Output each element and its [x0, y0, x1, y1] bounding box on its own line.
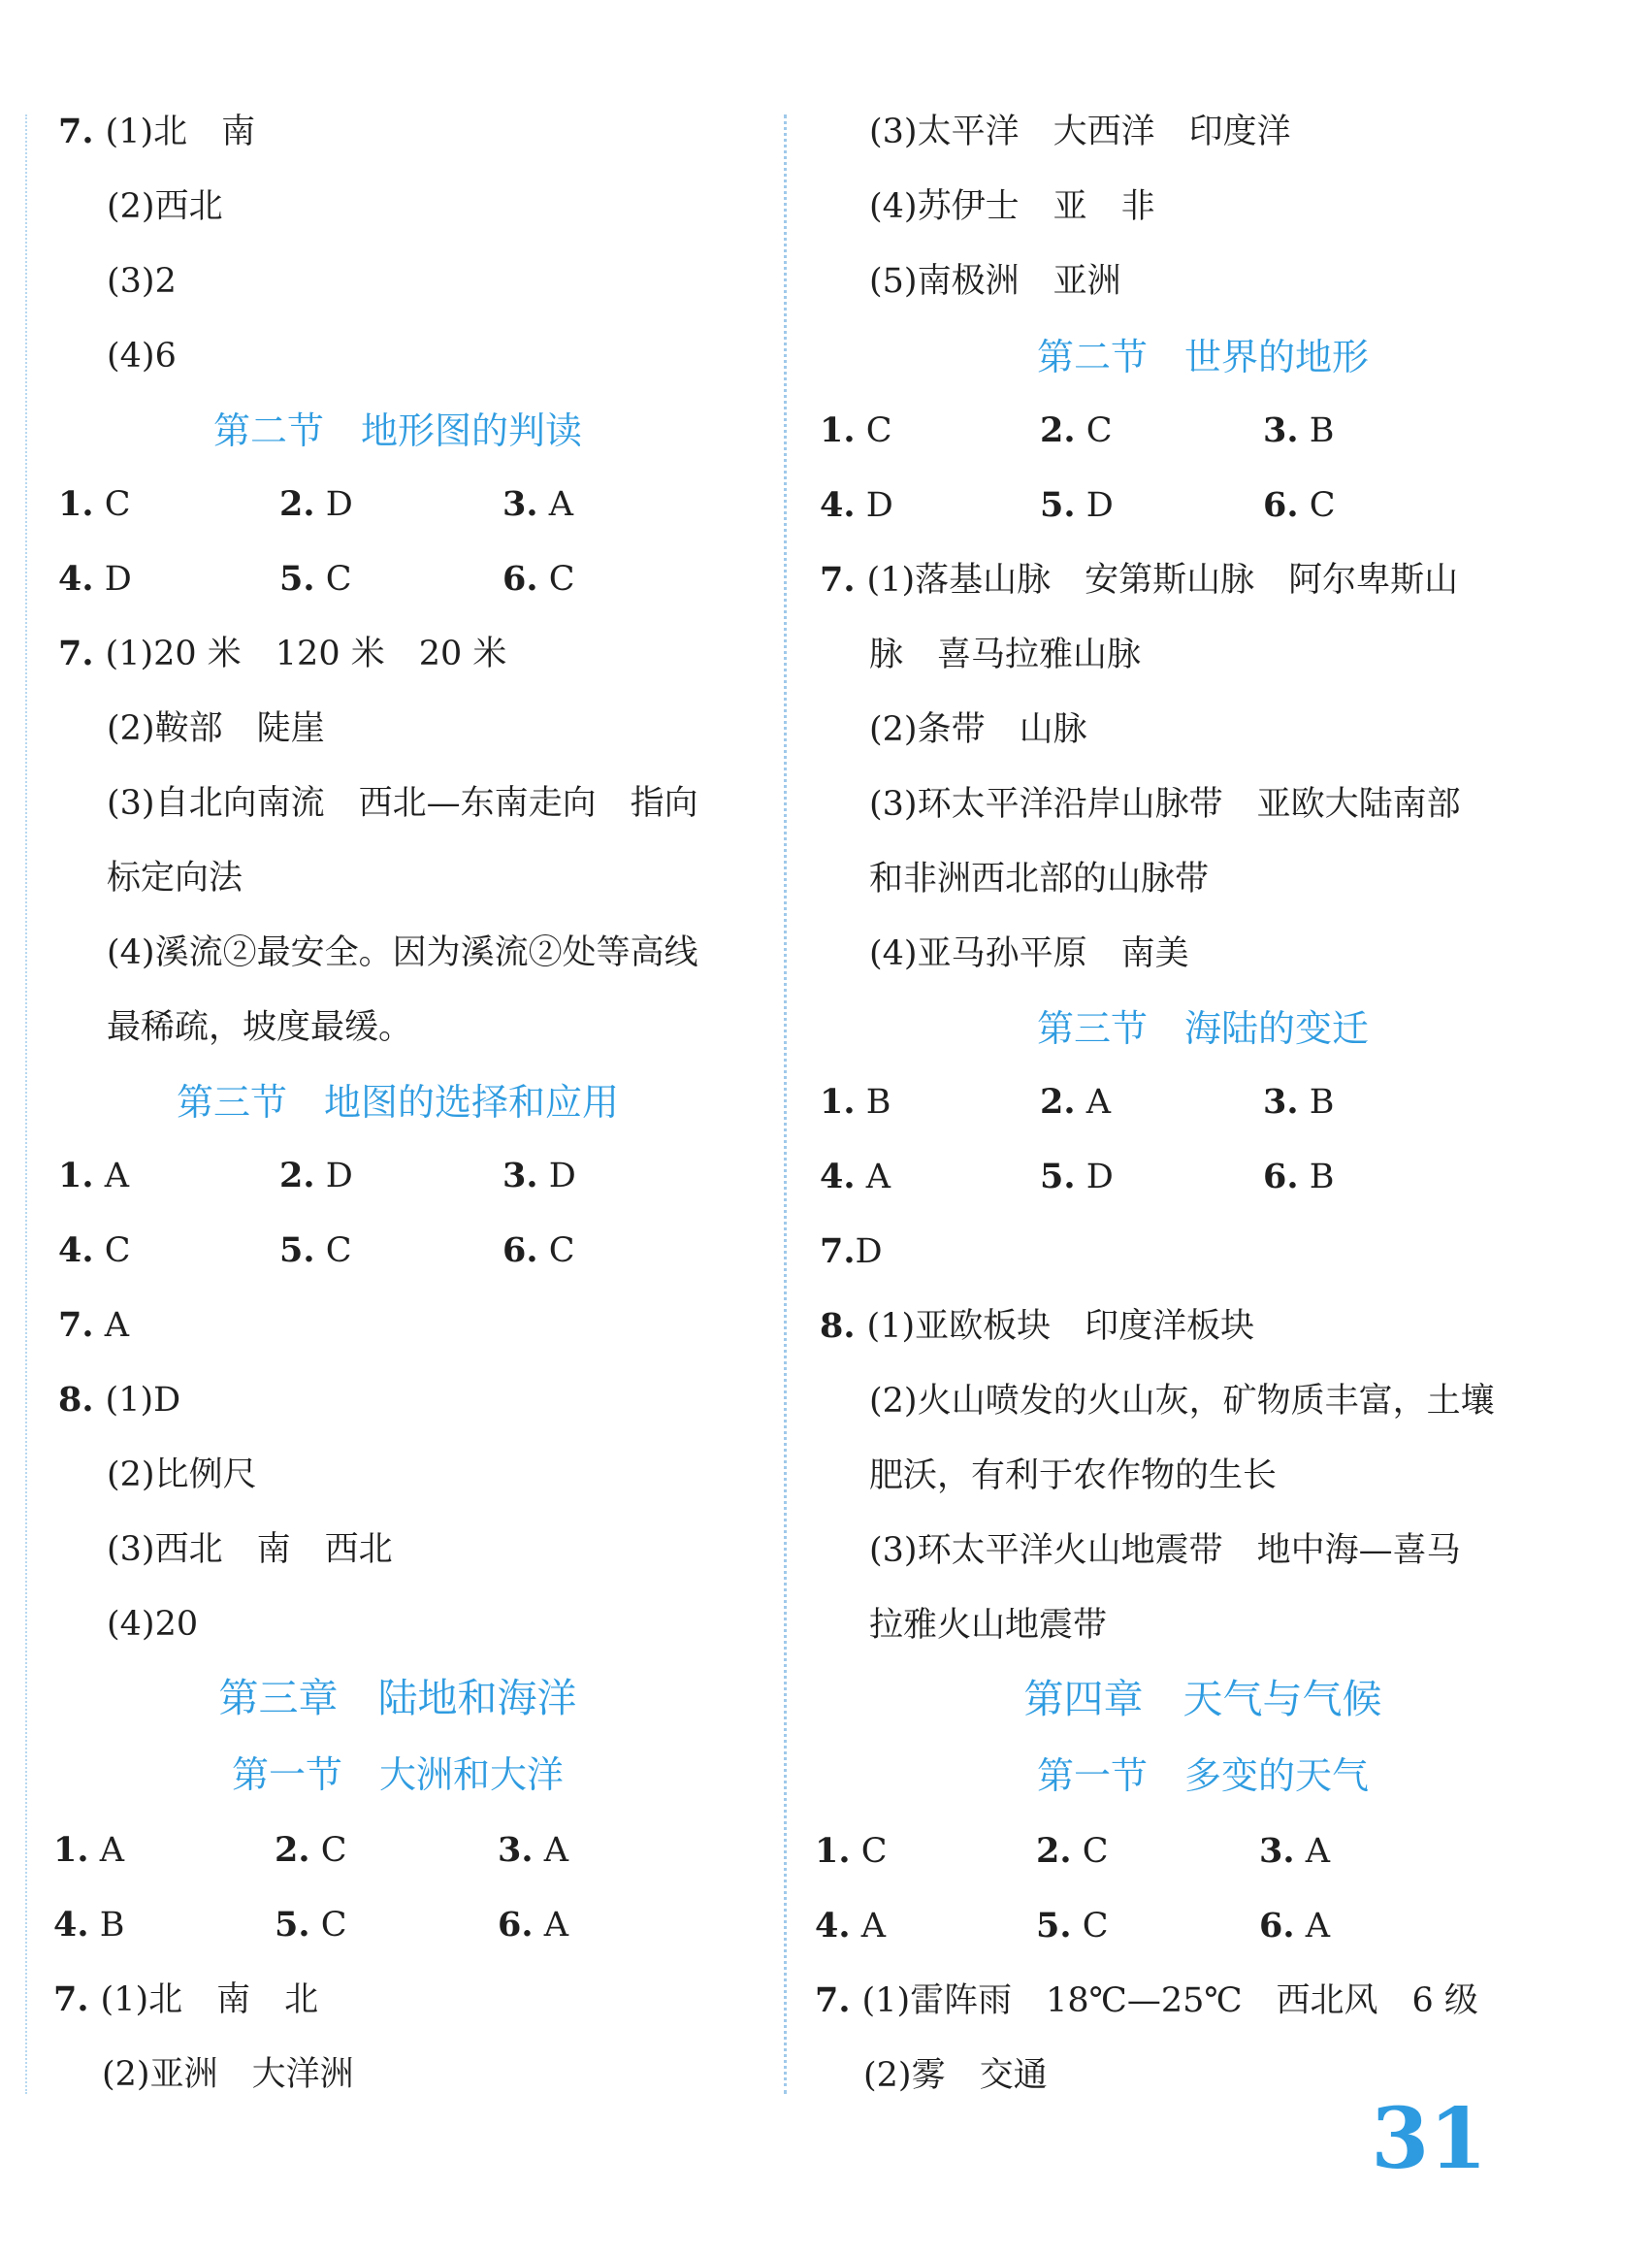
mc-answer: 6. A — [1259, 1906, 1330, 1945]
answer-line: (2)火山喷发的火山灰，矿物质丰富，土壤 — [869, 1382, 1495, 1421]
mc-answer: 5. C — [1036, 1906, 1109, 1945]
answer-line: (4)20 — [107, 1605, 199, 1644]
mc-answer: 1. C — [820, 410, 892, 450]
mc-answer: 2. C — [275, 1830, 347, 1870]
section-title: 第一节 多变的天气 — [1036, 1754, 1369, 1797]
mc-answer: 4. B — [53, 1905, 125, 1945]
mc-answer: 1. B — [820, 1082, 891, 1122]
mc-answer: 3. B — [1263, 1082, 1335, 1122]
mc-answer: 6. B — [1263, 1157, 1335, 1196]
mc-answer: 6. C — [502, 559, 575, 599]
mc-answer: 3. D — [502, 1156, 576, 1195]
section-title: 第二节 世界的地形 — [1036, 336, 1369, 378]
mc-answer: 5. D — [1040, 1157, 1114, 1196]
column-divider — [784, 114, 787, 2094]
answer-line: 7. (1)北 南 — [58, 112, 256, 151]
mc-answer: 2. C — [1040, 410, 1113, 450]
answer-line: (2)鞍部 陡崖 — [107, 709, 325, 748]
mc-answer: 1. A — [58, 1156, 129, 1195]
answer-line: 拉雅火山地震带 — [869, 1606, 1108, 1645]
answer-line: 7. (1)北 南 北 — [53, 1979, 319, 2019]
mc-answer: 6. A — [498, 1905, 568, 1945]
mc-answer: 3. A — [502, 484, 573, 524]
answer-line: (5)南极洲 亚洲 — [869, 262, 1121, 301]
answer-line: 标定向法 — [107, 859, 243, 898]
mc-answer: 4. D — [820, 485, 893, 525]
chapter-title: 第三章 陆地和海洋 — [218, 1675, 577, 1721]
answer-line: (2)西北 — [107, 187, 223, 226]
answer-line: (4)亚马孙平原 南美 — [869, 934, 1189, 973]
mc-answer: 4. A — [820, 1157, 891, 1196]
answer-line: (3)太平洋 大西洋 印度洋 — [869, 113, 1291, 151]
mc-answer: 2. D — [279, 484, 353, 524]
mc-answer: 6. C — [502, 1230, 575, 1270]
mc-answer: 4. A — [815, 1906, 886, 1945]
page-number: 31 — [1371, 2090, 1487, 2188]
answer-line: (3)环太平洋沿岸山脉带 亚欧大陆南部 — [869, 785, 1461, 824]
answer-line: 7.D — [820, 1231, 883, 1271]
answer-line: (2)比例尺 — [107, 1455, 257, 1494]
answer-line: (2)亚洲 大洋洲 — [102, 2055, 354, 2094]
mc-answer: 5. C — [279, 1230, 352, 1270]
mc-answer: 4. C — [58, 1230, 131, 1270]
mc-answer: 1. C — [58, 484, 131, 524]
answer-line: (4)溪流②最安全。因为溪流②处等高线 — [107, 933, 698, 972]
mc-answer: 5. C — [279, 559, 352, 599]
answer-line: 7. (1)20 米 120 米 20 米 — [58, 634, 507, 673]
answer-line: 8. (1)D — [58, 1380, 181, 1420]
mc-answer: 2. C — [1036, 1831, 1109, 1871]
mc-answer: 2. A — [1040, 1082, 1111, 1122]
answer-line: (3)西北 南 西北 — [107, 1530, 393, 1569]
chapter-title: 第四章 天气与气候 — [1023, 1676, 1382, 1722]
section-title: 第三节 海陆的变迁 — [1036, 1007, 1369, 1050]
mc-answer: 5. C — [275, 1905, 347, 1945]
answer-line: (2)雾 交通 — [863, 2056, 1048, 2095]
section-title: 第二节 地形图的判读 — [212, 409, 582, 452]
mc-answer: 4. D — [58, 559, 132, 599]
answer-line: 7. (1)雷阵雨 18℃—25℃ 西北风 6 级 — [815, 1980, 1478, 2020]
mc-answer: 6. C — [1263, 485, 1336, 525]
answer-line: 和非洲西北部的山脉带 — [869, 860, 1210, 899]
answer-line: 8. (1)亚欧板块 印度洋板块 — [820, 1306, 1255, 1346]
answer-line: 最稀疏，坡度最缓。 — [107, 1008, 413, 1047]
answer-line: (2)条带 山脉 — [869, 710, 1087, 749]
mc-answer: 2. D — [279, 1156, 353, 1195]
answer-line: (3)环太平洋火山地震带 地中海—喜马 — [869, 1531, 1461, 1570]
mc-answer: 3. B — [1263, 410, 1335, 450]
mc-answer: 5. D — [1040, 485, 1114, 525]
answer-line: 7. (1)落基山脉 安第斯山脉 阿尔卑斯山 — [820, 560, 1459, 600]
answer-line: 7. A — [58, 1305, 129, 1345]
answer-line: 脉 喜马拉雅山脉 — [869, 636, 1142, 674]
answer-line: (3)自北向南流 西北—东南走向 指向 — [107, 784, 698, 823]
answer-line: (4)6 — [107, 337, 177, 376]
mc-answer: 1. A — [53, 1830, 124, 1870]
section-title: 第一节 大洲和大洋 — [231, 1753, 564, 1796]
mc-answer: 3. A — [498, 1830, 568, 1870]
answer-line: (3)2 — [107, 262, 177, 301]
answer-line: (4)苏伊士 亚 非 — [869, 187, 1155, 226]
section-title: 第三节 地图的选择和应用 — [176, 1081, 619, 1124]
answer-line: 肥沃，有利于农作物的生长 — [869, 1456, 1278, 1495]
left-margin-rule — [25, 114, 27, 2094]
mc-answer: 3. A — [1259, 1831, 1330, 1871]
mc-answer: 1. C — [815, 1831, 888, 1871]
